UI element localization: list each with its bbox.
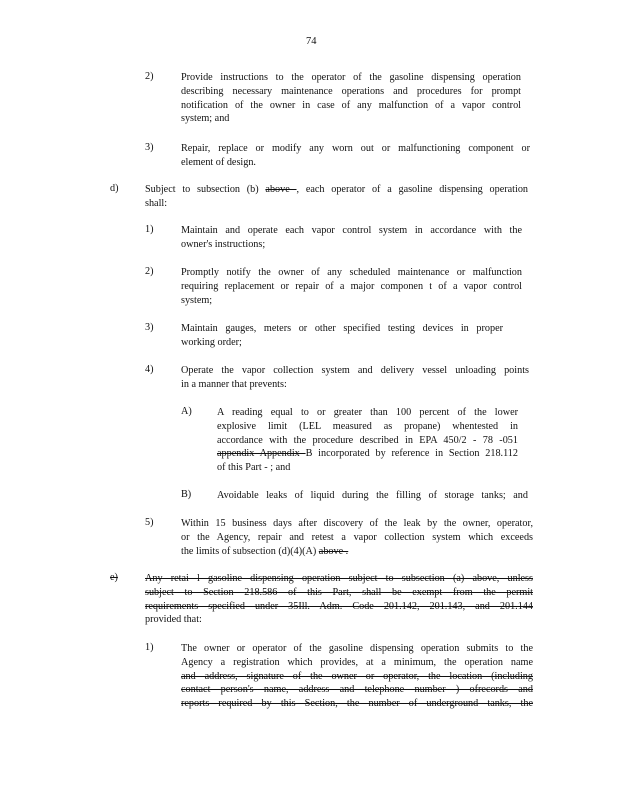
- text-line: working order;: [181, 336, 242, 348]
- subitem-label: A): [181, 406, 192, 417]
- subitem-label: B): [181, 489, 192, 500]
- struck-text: e): [110, 572, 118, 583]
- item-text: [181, 224, 522, 252]
- item-label: 1): [145, 224, 154, 235]
- text-line: in a manner that prevents:: [181, 378, 287, 390]
- struck-line: requirements specified under 35Ill. Adm. Code 201.142, 201.143, and 201.144: [145, 600, 533, 612]
- text-line: notification of the owner in case of any malfunction of a vapor control: [181, 99, 521, 111]
- struck-text: above: [265, 184, 297, 195]
- item-label: 3): [145, 142, 154, 153]
- item-text: [181, 322, 503, 350]
- struck-line: contact person's name, address and telephone number ) ofrecords and: [181, 684, 533, 696]
- text-run: , each operator of a gasoline dispensing operation: [296, 184, 529, 195]
- section-text: [145, 183, 528, 211]
- text-line: [145, 183, 528, 197]
- text-line: shall:: [145, 197, 168, 209]
- text-line: or the Agency, repair and retest a vapor collection system which exceeds: [181, 531, 533, 543]
- text-line: The owner or operator of the gasoline dispensing operation submits to the: [181, 643, 533, 654]
- item-label: 5): [145, 517, 154, 528]
- text-line: [217, 447, 518, 461]
- subitem-text: [217, 489, 528, 503]
- item-text: [181, 142, 530, 170]
- text-line: provided that:: [145, 614, 202, 626]
- text-line: explosive limit (LEL measured as propane) whentested in: [217, 420, 518, 432]
- item-text: [181, 71, 521, 126]
- text-line: system; and: [181, 113, 230, 125]
- struck-line: Any retai l gasoline dispensing operation subject to subsection (a) above, unless: [145, 573, 533, 584]
- item-label: 2): [145, 71, 154, 82]
- text-line: Maintain gauges, meters or other specified testing devices in proper: [181, 323, 503, 334]
- text-run: Subject to subsection (b): [145, 184, 266, 195]
- section-text: [145, 572, 533, 627]
- text-line: of this Part - ; and: [217, 462, 291, 474]
- text-line: describing necessary maintenance operations and procedures for prompt: [181, 85, 521, 97]
- struck-line: and address, signature of the owner or operator, the location (including: [181, 670, 533, 682]
- item-label: 1): [145, 642, 154, 653]
- text-run: B incorporated by reference in Section 218.112: [305, 448, 518, 460]
- text-line: [181, 545, 533, 559]
- text-line: owner's instructions;: [181, 238, 266, 250]
- text-line: Provide instructions to the operator of the gasoline dispensing operation: [181, 72, 521, 83]
- text-line: Maintain and operate each vapor control system in accordance with the: [181, 225, 522, 236]
- text-line: Repair, replace or modify any worn out or malfunctioning component or: [181, 143, 530, 154]
- text-run: the limits of subsection (d)(4)(A): [181, 545, 319, 557]
- text-line: system;: [181, 294, 213, 306]
- text-line: Within 15 business days after discovery of the leak by the owner, operator,: [181, 518, 533, 529]
- subitem-text: [217, 406, 518, 475]
- item-text: [181, 642, 533, 711]
- struck-text: above .: [318, 545, 349, 557]
- page-number: 74: [306, 36, 317, 47]
- struck-text: appendix Appendix: [217, 448, 306, 460]
- item-label: 4): [145, 364, 154, 375]
- text-line: Promptly notify the owner of any scheduled maintenance or malfunction: [181, 267, 522, 278]
- text-line: Avoidable leaks of liquid during the filling of storage tanks; and: [217, 490, 528, 501]
- item-label: 2): [145, 266, 154, 277]
- item-text: [181, 517, 533, 558]
- text-line: requiring replacement or repair of a major componen t of a vapor control: [181, 280, 522, 292]
- section-label: [110, 572, 118, 583]
- item-label: 3): [145, 322, 154, 333]
- text-line: Operate the vapor collection system and delivery vessel unloading points: [181, 365, 529, 376]
- item-text: [181, 266, 522, 307]
- section-label: d): [110, 183, 119, 194]
- struck-line: reports required by this Section, the number of underground tanks, the: [181, 698, 533, 710]
- text-line: accordance with the procedure described in EPA 450/2 - 78 -051: [217, 434, 518, 446]
- struck-line: subject to Section 218.586 of this Part, shall be exempt from the permit: [145, 586, 533, 598]
- text-line: Agency a registration which provides, at a minimum, the operation name: [181, 656, 533, 668]
- item-text: [181, 364, 529, 392]
- text-line: element of design.: [181, 156, 256, 168]
- text-line: A reading equal to or greater than 100 percent of the lower: [217, 407, 518, 418]
